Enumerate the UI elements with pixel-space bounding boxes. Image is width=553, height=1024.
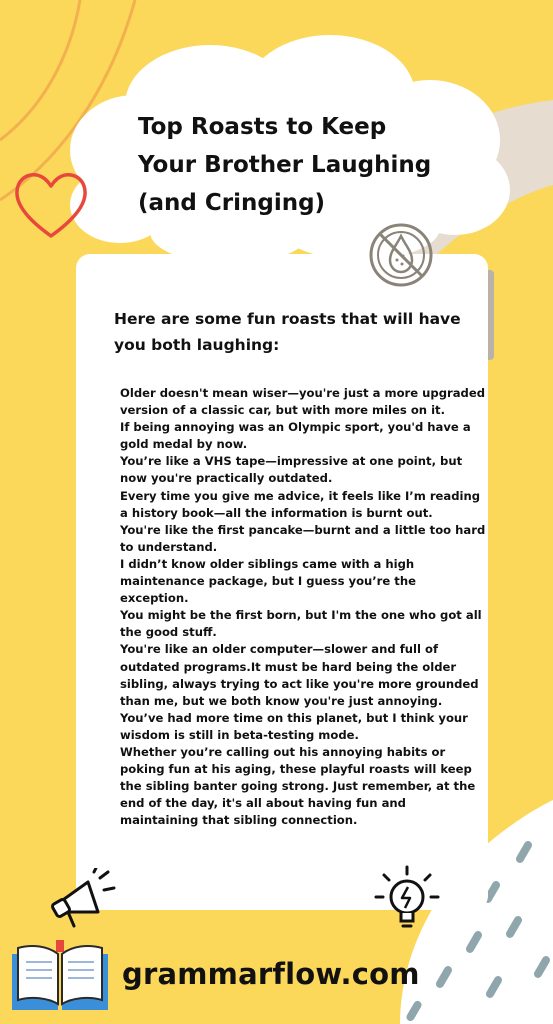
roast-item: You're like the first pancake—burnt and a little too hard to understand. xyxy=(120,522,486,554)
lightbulb-icon xyxy=(372,865,442,933)
roast-item: You’re like a VHS tape—impressive at one point, but now you're practically outdated. xyxy=(120,454,463,486)
roast-item: You’ve had more time on this planet, but I think your wisdom is still in beta-testing mode. xyxy=(120,710,468,742)
roast-item: Older doesn't mean wiser—you're just a more upgraded version of a classic car, but with more miles on it. xyxy=(120,386,485,418)
site-url[interactable]: grammarflow.com xyxy=(122,957,420,991)
roasts-list xyxy=(120,385,486,829)
open-book-icon xyxy=(10,940,110,1012)
roast-item: If being annoying was an Olympic sport, you'd have a gold medal by now. xyxy=(120,420,471,452)
roast-item: Whether you’re calling out his annoying habits or poking fun at his aging, these playful roasts will keep the sibling banter going strong. Just remember, at the end of the day, it's all about having fun and maintaining that sibling connection. xyxy=(120,744,476,828)
page-title: Top Roasts to Keep Your Brother Laughing (and Cringing) xyxy=(138,114,432,216)
roast-item: Every time you give me advice, it feels like I’m reading a history book—all the information is burnt out. xyxy=(120,488,481,520)
intro-text: Here are some fun roasts that will have you both laughing: xyxy=(114,310,461,354)
megaphone-icon xyxy=(50,868,116,930)
roast-item: You're like an older computer—slower and full of outdated programs.It must be hard being the older sibling, always trying to act like you're more grounded than me, but we both know you're just annoying. xyxy=(120,642,479,708)
roast-item: You might be the first born, but I'm the one who got all the good stuff. xyxy=(120,608,482,640)
roast-item: I didn’t know older siblings came with a high maintenance package, but I guess you’re the exception. xyxy=(120,556,416,606)
no-drop-icon xyxy=(366,220,436,290)
heart-icon xyxy=(10,166,92,242)
